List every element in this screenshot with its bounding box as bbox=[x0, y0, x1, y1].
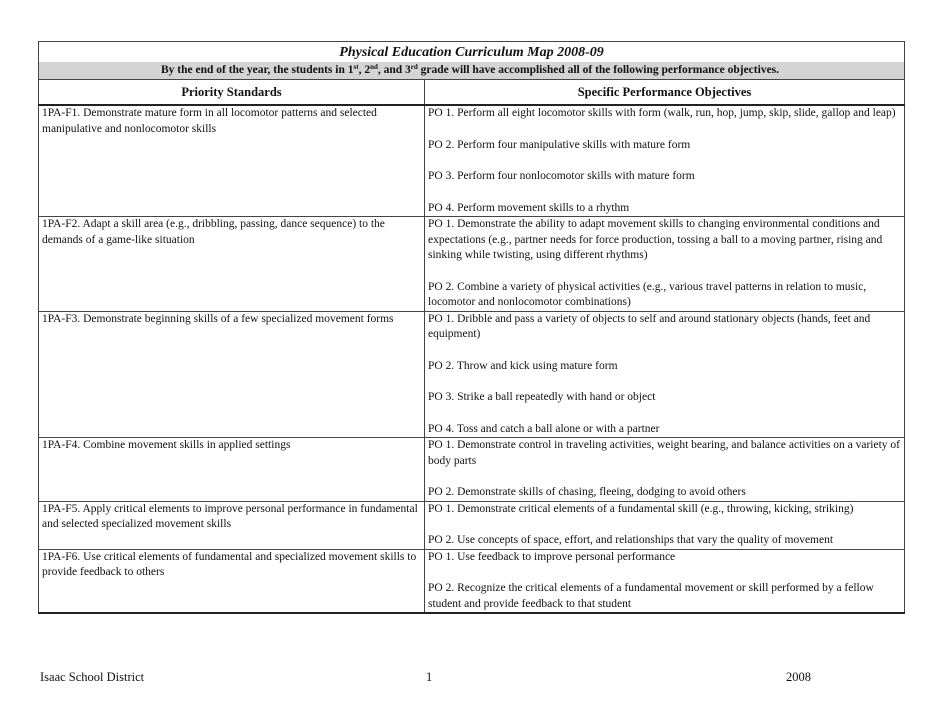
ordinal-suffix-1st: st bbox=[353, 63, 359, 71]
priority-standard-cell: 1PA-F5. Apply critical elements to improve personal performance in fundamental and selected specialized movement skills bbox=[39, 501, 425, 549]
performance-objective: PO 1. Demonstrate critical elements of a fundamental skill (e.g., throwing, kicking, striking) bbox=[428, 502, 854, 515]
priority-standard-cell: 1PA-F2. Adapt a skill area (e.g., dribbling, passing, dance sequence) to the demands of a game-like situation bbox=[39, 217, 425, 312]
standard-row bbox=[39, 549, 905, 613]
performance-objective: PO 1. Perform all eight locomotor skills with form (walk, run, hop, jump, skip, slide, gallop and leap) bbox=[428, 107, 896, 119]
performance-objective: PO 2. Combine a variety of physical activities (e.g., various travel patterns in relation to music, locomotor and nonlocomotor combinations) bbox=[428, 280, 867, 308]
performance-objective: PO 3. Perform four nonlocomotor skills with mature form bbox=[428, 170, 695, 182]
priority-standard-cell: 1PA-F6. Use critical elements of fundamental and specialized movement skills to provide feedback to others bbox=[39, 549, 425, 613]
priority-standard-cell: 1PA-F4. Combine movement skills in applied settings bbox=[39, 438, 425, 502]
performance-objective: PO 1. Demonstrate control in traveling activities, weight bearing, and balance activities on a variety of body parts bbox=[428, 439, 900, 467]
priority-standard-cell: 1PA-F3. Demonstrate beginning skills of a few specialized movement forms bbox=[39, 311, 425, 438]
performance-objective: PO 1. Use feedback to improve personal performance bbox=[428, 550, 676, 563]
table-body bbox=[39, 105, 905, 613]
footer-year: 2008 bbox=[786, 670, 811, 684]
standard-row bbox=[39, 501, 905, 549]
performance-objectives-cell bbox=[425, 311, 905, 438]
standard-row bbox=[39, 311, 905, 438]
footer-district: Isaac School District bbox=[40, 670, 145, 684]
intro-text-sep1: , 2 bbox=[358, 64, 371, 76]
ordinal-suffix-3rd: rd bbox=[410, 63, 418, 71]
performance-objective: PO 2. Recognize the critical elements of a fundamental movement or skill performed by a fellow student and provide feedback to that student bbox=[428, 582, 874, 610]
performance-objective: PO 2. Use concepts of space, effort, and relationships that vary the quality of movement bbox=[428, 534, 834, 546]
standard-row bbox=[39, 217, 905, 312]
ordinal-suffix-2nd: nd bbox=[370, 63, 378, 71]
performance-objectives-cell bbox=[425, 105, 905, 217]
priority-standard-cell: 1PA-F1. Demonstrate mature form in all locomotor patterns and selected manipulative and nonlocomotor skills bbox=[39, 105, 425, 217]
curriculum-map-table bbox=[38, 41, 905, 614]
performance-objectives-header: Specific Performance Objectives bbox=[425, 80, 905, 106]
performance-objective: PO 1. Demonstrate the ability to adapt movement skills to changing environmental conditions and expectations (e.g., partner needs for force production, tossing a ball to a moving partner, rising and sinking while twisting, using different rhythms) bbox=[428, 218, 883, 261]
intro-text-start: By the end of the year, the students in 1 bbox=[160, 64, 354, 76]
footer-page-number: 1 bbox=[426, 670, 433, 684]
intro-text-sep2: , and 3 bbox=[377, 64, 411, 76]
priority-standards-header: Priority Standards bbox=[39, 80, 425, 106]
performance-objectives-cell bbox=[425, 501, 905, 549]
performance-objective: PO 2. Perform four manipulative skills with mature form bbox=[428, 138, 691, 151]
intro-text-end: grade will have accomplished all of the following performance objectives. bbox=[417, 64, 780, 76]
performance-objective: PO 3. Strike a ball repeatedly with hand or object bbox=[428, 391, 656, 403]
document-title: Physical Education Curriculum Map 2008-09 bbox=[39, 42, 905, 63]
standard-row bbox=[39, 105, 905, 217]
performance-objective: PO 2. Demonstrate skills of chasing, fleeing, dodging to avoid others bbox=[428, 486, 746, 498]
performance-objectives-cell bbox=[425, 438, 905, 502]
performance-objective: PO 1. Dribble and pass a variety of objects to self and around stationary objects (hands, feet and equipment) bbox=[428, 312, 871, 340]
intro-banner bbox=[39, 62, 905, 80]
performance-objective: PO 4. Perform movement skills to a rhythm bbox=[428, 201, 630, 214]
performance-objectives-cell bbox=[425, 217, 905, 312]
performance-objective: PO 4. Toss and catch a ball alone or with a partner bbox=[428, 422, 660, 435]
performance-objectives-cell bbox=[425, 549, 905, 613]
standard-row bbox=[39, 438, 905, 502]
performance-objective: PO 2. Throw and kick using mature form bbox=[428, 359, 618, 372]
